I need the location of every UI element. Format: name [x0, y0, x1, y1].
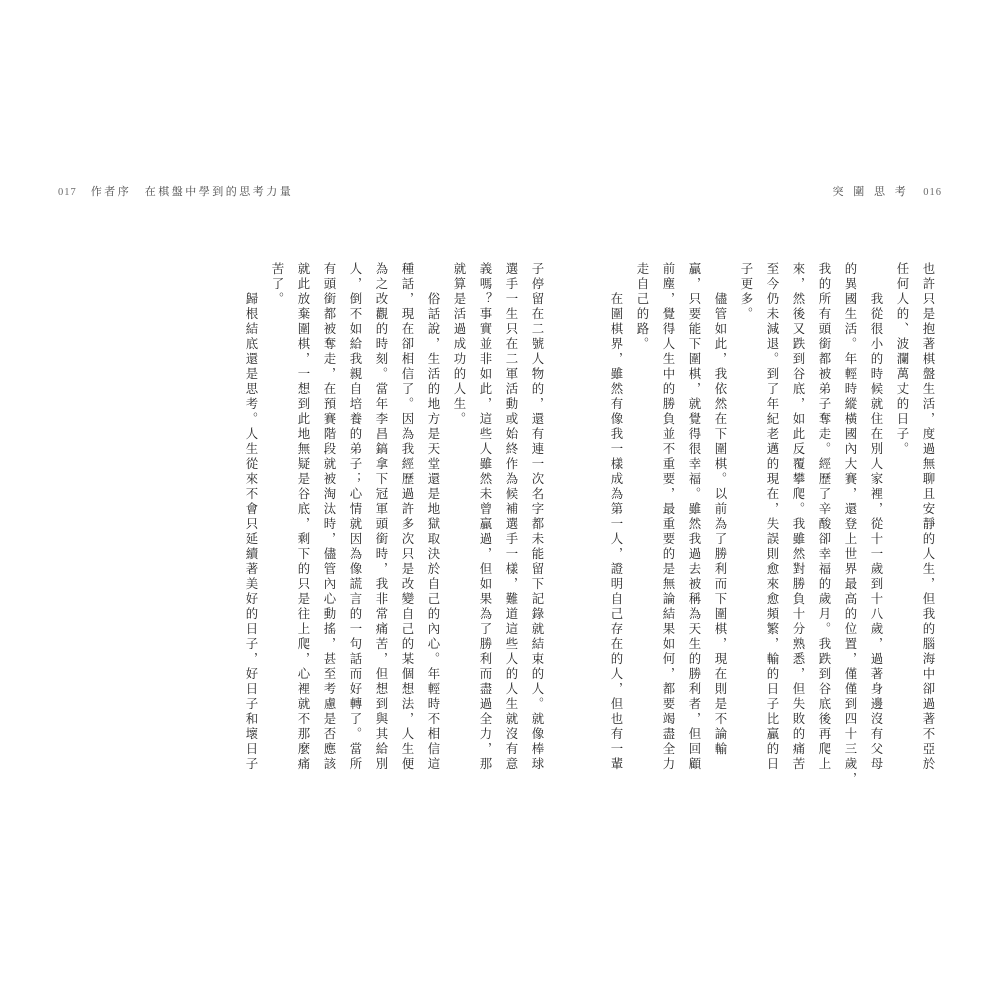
text-line: 種話，現在卻相信了。因為我經歷過許多次只是改變自己的某個想法，人生便: [400, 262, 414, 772]
text-line: 子停留在二號人物的，還有連一次名字都未能留下記錄就結束的人。就像棒球: [530, 262, 544, 772]
text-line: 有頭銜都被奪走，在預賽階段就被淘汰時，儘管內心動搖，甚至考慮是否應該: [322, 262, 336, 772]
text-line: 就此放棄圍棋，一想到此地無疑是谷底，剩下的只是往上爬，心裡就不那麼痛: [296, 262, 310, 772]
text-line: 義嗎？事實並非如此，這些人雖然未曾贏過，但如果為了勝利而盡過全力，那: [478, 262, 492, 772]
text-line: 在圍棋界，雖然有像我一樣成為第一人，證明自己存在的人，但也有一輩: [609, 262, 623, 772]
body-text-area: [60, 262, 940, 802]
text-line: 苦了。: [270, 262, 284, 307]
text-line: 至今仍未減退。到了年紀老邁的現在，失誤則愈來愈頻繁，輸的日子比贏的日: [765, 262, 779, 772]
text-line: 子更多。: [739, 262, 753, 322]
text-line: 前塵，覺得人生中的勝負並不重要，最重要的是無論結果如何，都要竭盡全力: [661, 262, 675, 772]
page-right-016: [603, 262, 940, 802]
page-gutter: [549, 262, 603, 263]
text-line: 走自己的路。: [635, 262, 649, 352]
folio-left: 017: [58, 187, 77, 198]
chapter-title-left: 作者序 在棋盤中學到的思考力量: [90, 186, 294, 198]
text-line: 的異國生活。年輕時縱橫國內大賽，還登上世界最高的位置，僅僅到四十三歲，: [843, 262, 857, 787]
text-line: 選手一生只在二軍活動或始終作為候補選手一樣，難道這些人的人生就沒有意: [504, 262, 518, 772]
text-line: 就算是活過成功的人生。: [452, 262, 466, 427]
text-line: 我的所有頭銜都被弟子奪走。經歷了辛酸卻幸福的歲月。我跌到谷底後再爬上: [817, 262, 831, 772]
text-line: 也許只是抱著棋盤生活，度過無聊且安靜的人生，但我的腦海中卻過著不亞於: [921, 262, 935, 772]
text-line: 來，然後又跌到谷底，如此反覆攀爬。我雖然對勝負十分熟悉，但失敗的痛苦: [791, 262, 805, 772]
running-head-band: [58, 182, 942, 200]
text-line: 我從很小的時候就住在別人家裡，從十一歲到十八歲，過著身邊沒有父母: [869, 262, 883, 772]
running-head-left: [58, 183, 293, 199]
book-title-right: 突 圍 思 考: [832, 186, 910, 198]
text-line: 人，倒不如給我親自培養的弟子；心情就因為像謊言的一句話而好轉了。當所: [348, 262, 362, 772]
text-line: 儘管如此，我依然在下圍棋。以前為了勝利而下圍棋，現在則是不論輸: [713, 262, 727, 757]
text-line: 歸根結底還是思考。人生從來不會只延續著美好的日子，好日子和壞日子: [244, 262, 258, 772]
text-line: 贏，只要能下圍棋，就覺得很幸福。雖然我過去被稱為天生的勝利者，但回顧: [687, 262, 701, 772]
folio-right: 016: [923, 187, 942, 198]
running-head-right: [833, 183, 943, 199]
page-left-017: [238, 262, 549, 802]
text-line: 為之改觀的時刻。當年李昌鎬拿下冠軍頭銜時，我非常痛苦，但想到與其給別: [374, 262, 388, 772]
text-line: 任何人的、波瀾萬丈的日子。: [895, 262, 909, 457]
text-line: 俗話說，生活的地方是天堂還是地獄取決於自己的內心。年輕時不相信這: [426, 262, 440, 772]
